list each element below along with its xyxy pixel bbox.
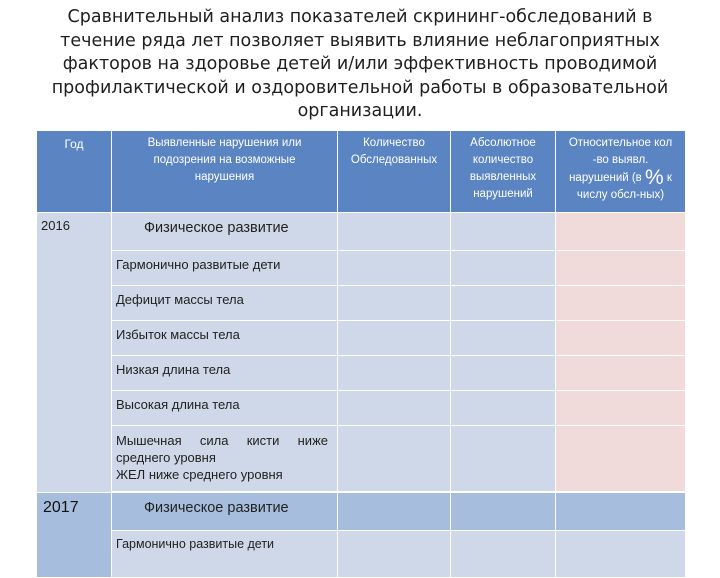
header-count: Количество Обследованных bbox=[338, 131, 451, 213]
absolute-cell bbox=[451, 391, 556, 426]
relative-cell bbox=[556, 356, 686, 391]
header-violations: Выявленные нарушения или подозрения на возможные нарушения bbox=[112, 131, 338, 213]
header-relative-line3b: к bbox=[666, 172, 672, 184]
count-cell bbox=[338, 286, 451, 321]
count-cell bbox=[338, 531, 451, 578]
table-row bbox=[37, 251, 686, 286]
section-label: Физическое развитие bbox=[112, 213, 338, 251]
header-absolute: Абсолютное количество выявленных нарушений bbox=[451, 131, 556, 213]
relative-cell bbox=[556, 391, 686, 426]
percent-symbol: % bbox=[645, 166, 664, 189]
table-row bbox=[37, 356, 686, 391]
item-label: Высокая длина тела bbox=[112, 391, 338, 426]
header-relative bbox=[556, 131, 686, 213]
item-label: Гармонично развитые дети bbox=[112, 531, 338, 578]
count-cell bbox=[338, 321, 451, 356]
count-cell bbox=[338, 493, 451, 531]
item-label: Низкая длина тела bbox=[112, 356, 338, 391]
absolute-cell bbox=[451, 286, 556, 321]
relative-cell bbox=[556, 286, 686, 321]
relative-cell bbox=[556, 426, 686, 492]
relative-cell bbox=[556, 531, 686, 578]
item-label: Дефицит массы тела bbox=[112, 286, 338, 321]
table-row bbox=[37, 493, 686, 531]
absolute-cell bbox=[451, 251, 556, 286]
item-label-tall: Мышечная сила кисти ниже среднего уровня ЖЕЛ ниже среднего уровня bbox=[112, 426, 338, 492]
count-cell bbox=[338, 391, 451, 426]
header-relative-line2: -во выявл. bbox=[592, 154, 649, 166]
table-row bbox=[37, 426, 686, 492]
screening-table bbox=[36, 130, 686, 578]
header-row bbox=[37, 131, 686, 213]
section-label: Физическое развитие bbox=[112, 493, 338, 531]
year-cell: 2017 bbox=[37, 493, 112, 578]
table-row bbox=[37, 391, 686, 426]
absolute-cell bbox=[451, 321, 556, 356]
table-row bbox=[37, 213, 686, 251]
count-cell bbox=[338, 426, 451, 492]
table-row bbox=[37, 286, 686, 321]
header-year: Год bbox=[37, 131, 112, 213]
absolute-cell bbox=[451, 356, 556, 391]
header-relative-line4: числу обсл-ных) bbox=[576, 189, 665, 201]
relative-cell bbox=[556, 321, 686, 356]
absolute-cell bbox=[451, 493, 556, 531]
count-cell bbox=[338, 356, 451, 391]
justified-line: Мышечная сила кисти ниже bbox=[116, 433, 328, 448]
item-label: Гармонично развитые дети bbox=[112, 251, 338, 286]
relative-cell bbox=[556, 493, 686, 531]
table-row bbox=[37, 321, 686, 356]
item-label: Избыток массы тела bbox=[112, 321, 338, 356]
relative-cell bbox=[556, 213, 686, 251]
table-row bbox=[37, 531, 686, 578]
absolute-cell bbox=[451, 426, 556, 492]
count-cell bbox=[338, 251, 451, 286]
count-cell bbox=[338, 213, 451, 251]
header-relative-line1: Относительное кол bbox=[568, 137, 673, 149]
year-cell: 2016 bbox=[37, 213, 112, 493]
absolute-cell bbox=[451, 531, 556, 578]
absolute-cell bbox=[451, 213, 556, 251]
page-title: Сравнительный анализ показателей скрининг-обследований в течение ряда лет позволяет выявить влияние неблагоприятных факторов на здоровье детей и/или эффективность проводимой профилактической и оздоровительной работы в образовательной организации. bbox=[51, 7, 669, 121]
relative-cell bbox=[556, 251, 686, 286]
header-relative-line3a: нарушений (в bbox=[569, 172, 642, 184]
